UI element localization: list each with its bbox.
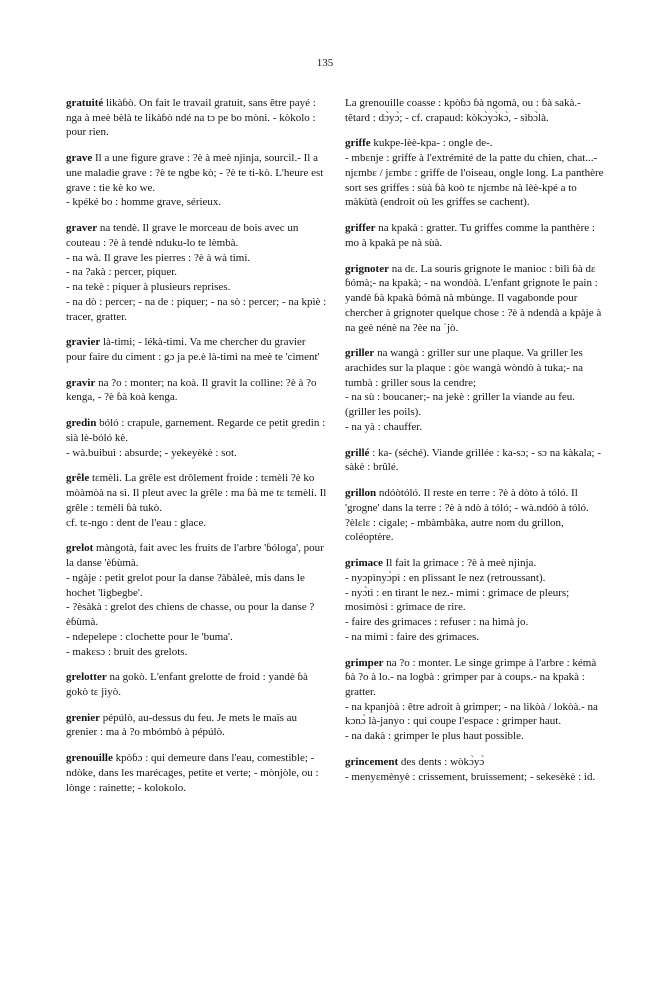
definition-line: - na tekè : piquer à plusieurs reprises. [66,281,231,294]
headword: gravir [66,376,96,389]
dictionary-entry [66,711,328,740]
definition-line: des dents : wòkɔ̀yɔ̀ [398,755,485,768]
definition-line: - na yà : chauffer. [345,420,423,433]
dictionary-entry [66,151,328,210]
definition-line: - na kpanjòà : être adroit à grimper; - na likòà / lokòà.- na kɔnɔ̀ là-janyo : qui coupe l'espace : grimper haut. [345,700,598,728]
definition-line: - na dakà : grimper le plus haut possible. [345,730,524,743]
definition-line: cf. tε-ngo : dent de l'eau : glace. [66,516,207,529]
definition-line: kukpe-lèè-kpa- : ongle de-. [370,137,493,150]
definition-line: - mbεnje : griffe à l'extrémité de la patte du chien, chat...- njεmbε / jεmbε : griffe de l'oiseau, ongle long. La panthère sort ses griffes : sùà ɓà koò tε njεmbε nà lèè-kpé a to màkùtà (endroit où les griffes se cachent). [345,152,604,209]
dictionary-entry [66,376,328,405]
headword: grillé [345,446,370,459]
dictionary-entry [66,96,328,140]
definition-line: - na mimì : faire des grimaces. [345,630,480,643]
headword: grimace [345,557,383,570]
definition-line: màngotà, fait avec les fruits de l'arbre 'ɓóloga', pour la danse 'èɓùmà. [66,542,324,570]
definition-line: La grenouille coasse : kpòɓɔ ɓà ngomà, ou : ɓà sakà.- têtard : dɔ̀yɔ̀; - cf. crapaud: kòkɔ̀yɔ̀kɔ̀, - sìbɔ̀là. [345,97,581,124]
headword: grelotter [66,671,107,684]
definition-line: là-timi; - lékà-timi. Va me chercher du gravier pour faire du ciment : gɔ ja pe.è là-timi na meè te 'ciment' [66,336,320,364]
headword: gratuité [66,97,104,109]
definition-line: likàɓò. On fait le travail gratuit, sans être payé : nga à meè bèlà te likàɓò ndé na tɔ pe bo mòni. - kòkolo : pour rien. [66,97,316,139]
headword: grenouille [66,752,113,765]
definition-line: - nyɔpìnyɔ̀pì : en plissant le nez (retroussant). [345,571,546,584]
dictionary-entry [345,262,607,336]
definition-line: - menyεmènyè : crissement, bruissement; - sekesèkè : id. [345,770,596,783]
definition-line: tεmèli. La grêle est drôlement froide : tεmèli ?è ko mòàmòà na sì. Il pleut avec la grêle : ma ɓà me tε tεmèli. Il grêle : tεmèli ɓà tukò. [66,472,327,514]
dictionary-entry [345,556,607,644]
definition-line: - kpéké bo : homme grave, sérieux. [66,196,222,209]
definition-line: na kpakà : gratter. Tu griffes comme la panthère : mo à kpakà pe nà sùà. [345,222,595,249]
headword: grenier [66,711,101,724]
right-column [345,96,607,795]
dictionary-entry [66,670,328,699]
dictionary-entry [66,541,328,659]
dictionary-entry [345,755,607,784]
definition-line: na wangà : griller sur une plaque. Va griller les arachides sur la plaque : gòε wangà wòndò à tuka;- na tumbà : griller sous la cendre; [345,347,583,389]
left-column [66,96,328,806]
headword: grêle [66,472,90,485]
headword: gredin [66,417,97,430]
headword: griller [345,347,375,360]
definition-line: ?èlεlε : cigale; - mbàmbàka, autre nom du grillon, coléoptère. [345,516,564,544]
dictionary-entry [66,416,328,460]
definition-line: - makεsɔ : bruit des grelots. [66,645,188,658]
page-number: 135 [316,57,334,69]
definition-line: na ?o : monter; na koà. Il gravit la colline: ?è à ?o kenga, - ?è ɓà koà kenga. [66,376,317,404]
definition-line: - na dò : percer; - na de : piquer; - na sò : percer; - na kpìè : tracer, gratter. [66,295,327,323]
definition-line: - faire des grimaces : refuser : na himà jo. [345,616,529,629]
headword: grignoter [345,262,389,275]
dictionary-entry [66,335,328,364]
definition-line: - na wà. Il grave les pierres : ?è à wà timi. [66,251,251,264]
definition-line: - nyɔ̀tì : en tirant le nez.- mimi : grimace de pleurs; mosimòsì : grimace de rire. [345,586,570,614]
definition-line: na ?o : monter. Le singe grimpe à l'arbre : kémà ɓà ?o à lo.- na logbà : grimper par à coups.- na kpakà : gratter. [345,656,597,698]
dictionary-entry [345,221,607,250]
definition-line: - ndepelepe : clochette pour le 'buma'. [66,630,233,643]
definition-line: Il a une figure grave : ?è à meè njinja, sourcil.- Il a une maladie grave : ?è te ngbe kò; - ?è te ti-kò. L'heure est grave : tie kè ko we. [66,152,324,194]
dictionary-entry [66,471,328,530]
definition-line: na dε. La souris grignote le manioc : bìlì ɓà dε ɓómà;- na kpakà; - na wondòà. L'enfant grignote le pain : yandè ɓà kpakà ɓómà nà mbùnge. Il vagabonde pour chercher à grignoter quelque chose : ?è à ndendà a kpàje à na geè nénè na ?èe na ´jò. [345,262,602,334]
definition-line: na gokò. L'enfant grelotte de froid : yandè ɓà gokò tε jìyò. [66,671,308,698]
headword: griffer [345,222,376,235]
definition-line: na tendè. Il grave le morceau de bois avec un couteau : ?è à tendè nduku-lo te lèmbà. [66,222,299,249]
headword: gravier [66,336,101,349]
definition-line: - na ?akà : percer, piquer. [66,266,178,279]
headword: graver [66,222,98,235]
dictionary-entry [345,136,607,210]
headword: grillon [345,487,377,500]
dictionary-entry [345,656,607,744]
definition-line: pépúlò, au-dessus du feu. Je mets le maïs au grenier : ma à ?o mbómbò à pépúlò. [66,711,298,739]
headword: grelot [66,542,94,555]
definition-line: : ka- (séché). Viande grillée : ka-sɔ; - sɔ na kàkala; - sàkè : brûlé. [345,446,601,474]
definition-line: - ngàje : petit grelot pour la danse ?àbàleè, mis dans le hochet 'lìgbegbe'. [66,571,305,599]
dictionary-entry-continuation [345,96,607,125]
dictionary-entry [345,446,607,475]
dictionary-entry [66,751,328,795]
dictionary-entry [345,346,607,434]
dictionary-entry [345,486,607,545]
headword: grave [66,152,93,165]
headword: grimper [345,656,384,669]
definition-line: kpòɓɔ : qui demeure dans l'eau, comestible; - ndòke, dans les marécages, petite et verte; - mònjòle, ou : lònge : rainette; - kolokolo. [66,752,319,794]
definition-line: bóló : crapule, garnement. Regarde ce petit gredin : sià lè-bóló kè. [66,417,326,444]
headword: grincement [345,755,399,768]
dictionary-entry [66,221,328,324]
headword: griffe [345,137,371,150]
definition-line: Il fait la grimace : ?è à meè njinja. [382,557,537,570]
definition-line: - ?èsàkà : grelot des chiens de chasse, ou pour la danse ?èɓùmà. [66,601,315,629]
definition-line: - na sù : boucaner;- na jekè : griller la viande au feu. (griller les poils). [345,391,575,419]
definition-line: - wà.buibuì : absurde; - yekeyèkè : sot. [66,446,237,459]
definition-line: ndóòtóló. Il reste en terre : ?è à dòto à tóló. Il 'grogne' dans la terre : ?è à ndò à tóló; - wà.ndóò à tóló. [345,487,589,514]
